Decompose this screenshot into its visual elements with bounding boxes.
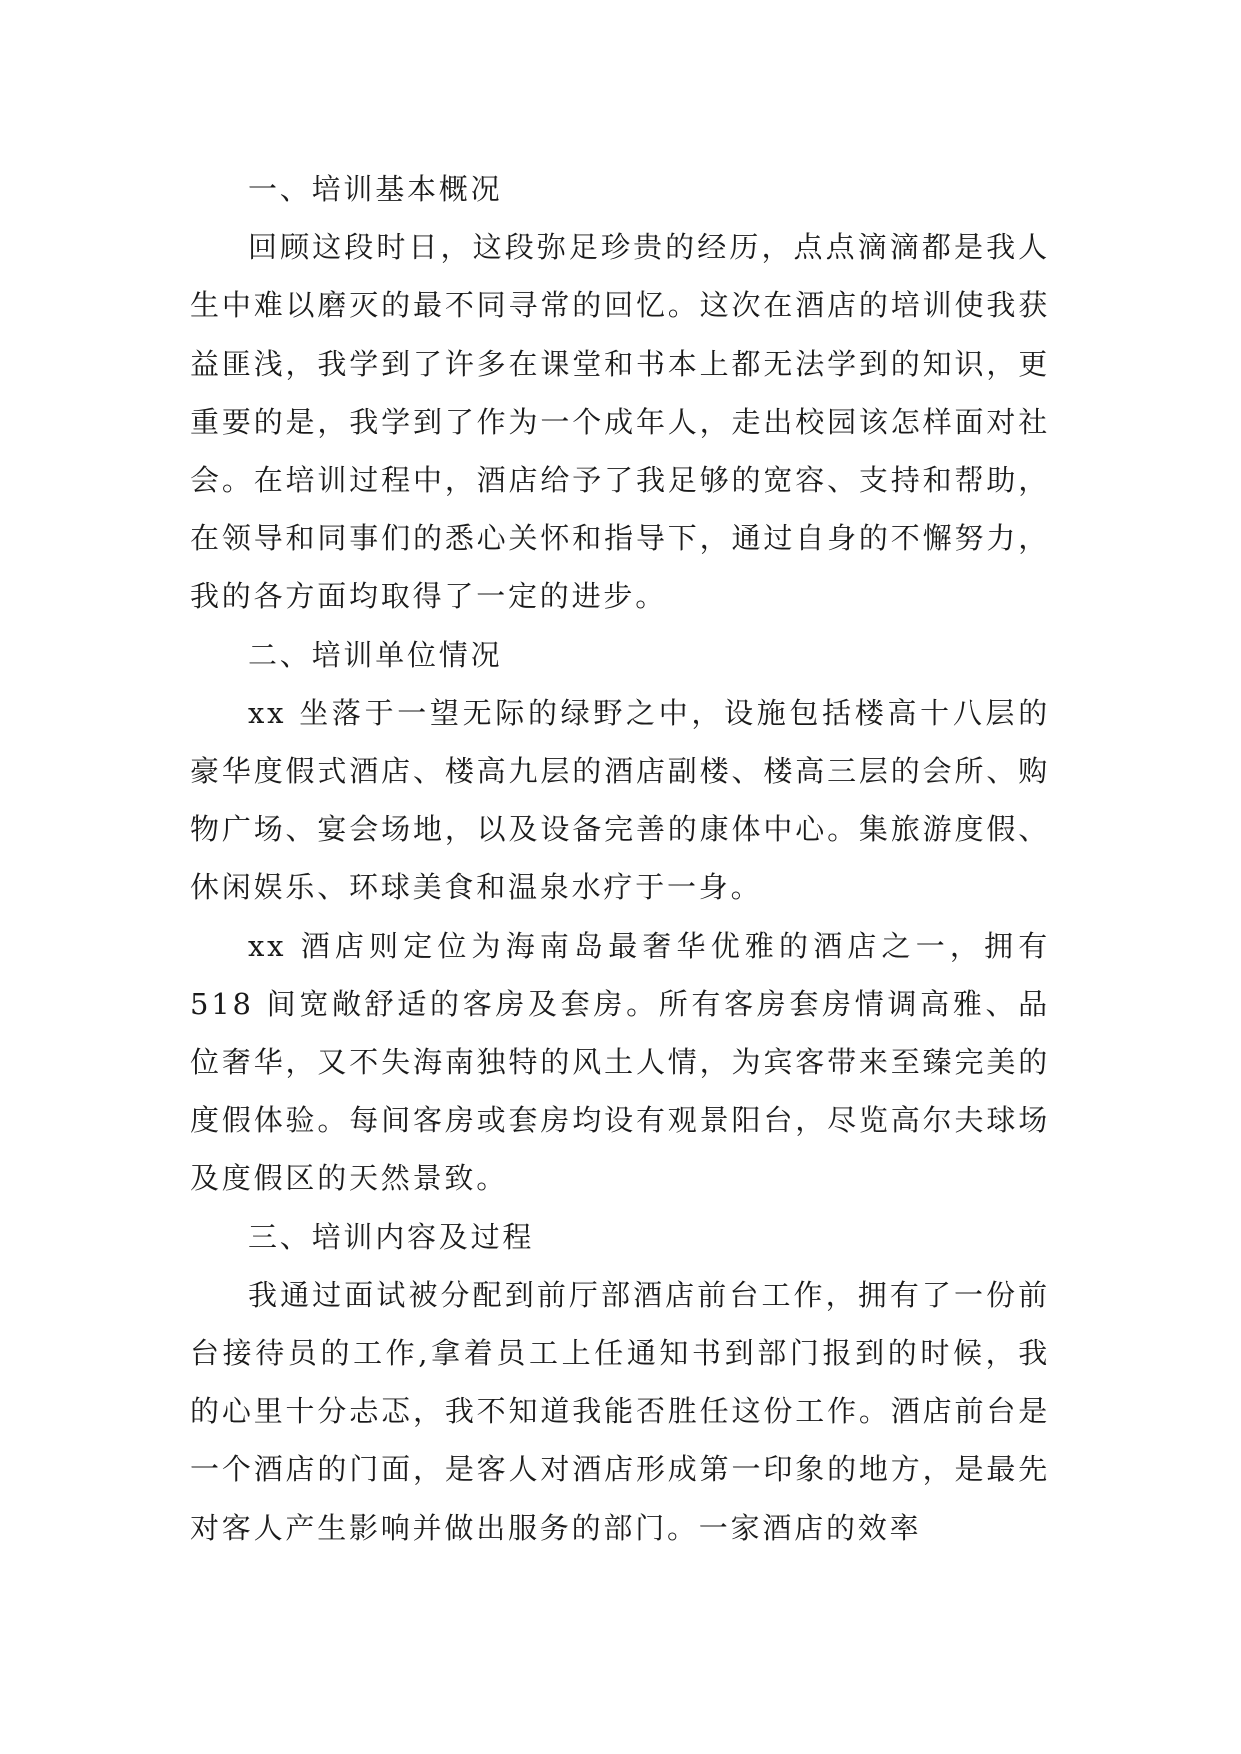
paragraph-unit-facilities: xx 坐落于一望无际的绿野之中，设施包括楼高十八层的豪华度假式酒店、楼高九层的酒店副楼、楼高三层的会所、购物广场、宴会场地，以及设备完善的康体中心。集旅游度假、休闲娱乐、环球美食和温泉水疗于一身。 (190, 695, 1050, 905)
paragraph-content-process: 我通过面试被分配到前厅部酒店前台工作，拥有了一份前台接待员的工作,拿着员工上任通知书到部门报到的时候，我的心里十分忐忑，我不知道我能否胜任这份工作。酒店前台是一个酒店的门面，是客人对酒店形成第一印象的地方，是最先对客人产生影响并做出服务的部门。一家酒店的效率 (190, 1277, 1050, 1545)
document-body (190, 160, 1050, 1557)
section-heading-overview: 一、培训基本概况 (248, 172, 503, 206)
paragraph-unit-hotel: xx 酒店则定位为海南岛最奢华优雅的酒店之一，拥有518 间宽敞舒适的客房及套房。所有客房套房情调高雅、品位奢华，又不失海南独特的风土人情，为宾客带来至臻完美的度假体验。每间客房或套房均设有观景阳台，尽览高尔夫球场及度假区的天然景致。 (190, 928, 1050, 1196)
section-heading-content: 三、培训内容及过程 (248, 1219, 535, 1254)
paragraph-overview: 回顾这段时日，这段弥足珍贵的经历，点点滴滴都是我人生中难以磨灭的最不同寻常的回忆。这次在酒店的培训使我获益匪浅，我学到了许多在课堂和书本上都无法学到的知识，更重要的是，我学到了作为一个成年人，走出校园该怎样面对社会。在培训过程中，酒店给予了我足够的宽容、支持和帮助，在领导和同事们的悉心关怀和指导下，通过自身的不懈努力，我的各方面均取得了一定的进步。 (190, 230, 1050, 614)
section-heading-unit: 二、培训单位情况 (248, 637, 503, 672)
